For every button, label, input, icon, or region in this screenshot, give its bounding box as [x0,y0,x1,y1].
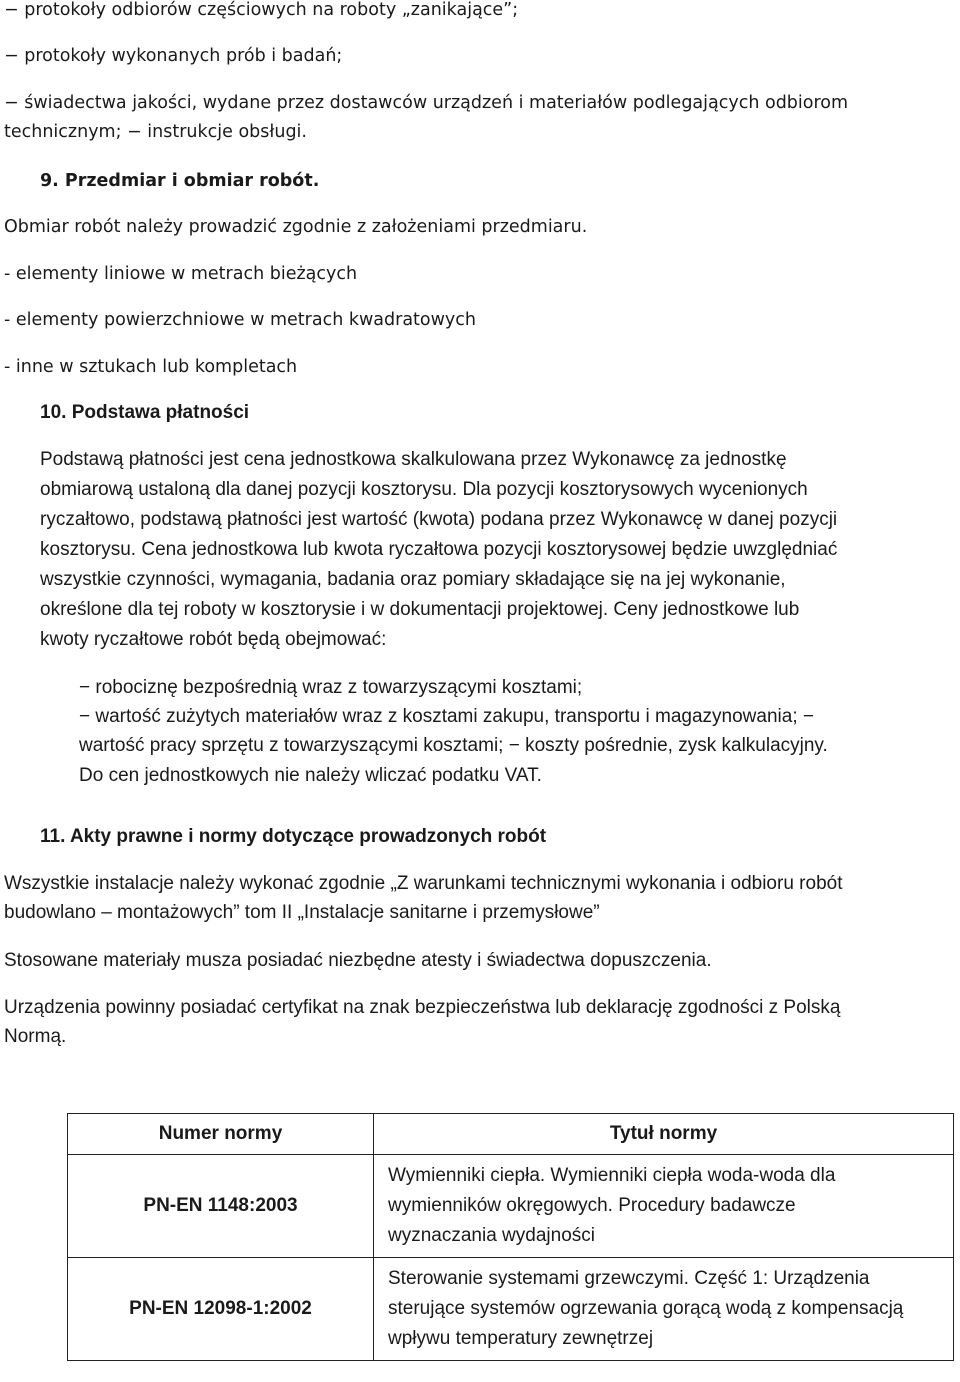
certificate-paragraph-line: Normą. [4,1026,67,1047]
payment-paragraph-line: Podstawą płatności jest cena jednostkowa skalkulowana przez Wykonawcę za jednostkę [40,449,787,470]
norm-title-line: wymienników okręgowych. Procedury badawcze [388,1195,796,1216]
payment-paragraph-line: określone dla tej roboty w kosztorysie i w dokumentacji projektowej. Ceny jednostkowe lub [40,599,800,620]
norm-title-line: sterujące systemów ogrzewania gorącą wodą z kompensacją [388,1298,904,1319]
regulations-paragraph-line: Wszystkie instalacje należy wykonać zgodnie „Z warunkami technicznymi wykonania i odbioru robót [4,873,843,894]
norm-title-line: wpływu temperatury zewnętrzej [388,1328,654,1349]
payment-paragraph-line: kosztorysu. Cena jednostkowa lub kwota ryczałtowa pozycji kosztorysowej będzie uwzględniać [40,539,838,560]
table-row [68,1155,954,1258]
payment-paragraph-line: obmiarową ustaloną dla danej pozycji kosztorysu. Dla pozycji kosztorysowych wycenionych [40,479,808,500]
section-9-heading: 9. Przedmiar i obmiar robót. [40,171,320,191]
certificate-paragraph-line: Urządzenia powinny posiadać certyfikat na znak bezpieczeństwa lub deklarację zgodności z Polską [4,997,841,1018]
measure-item: - elementy liniowe w metrach bieżących [4,264,358,284]
regulations-paragraph-line: budowlano – montażowych” tom II „Instalacje sanitarne i przemysłowe” [4,902,600,923]
norm-title [374,1155,954,1258]
payment-paragraph-line: ryczałtowo, podstawą płatności jest wartość (kwota) podana przez Wykonawcę w danej pozycji [40,509,838,530]
section-9-intro: Obmiar robót należy prowadzić zgodnie z założeniami przedmiaru. [4,217,588,237]
measure-item: - elementy powierzchniowe w metrach kwadratowych [4,310,477,330]
list-item: − protokoły wykonanych prób i badań; [4,46,343,66]
table-header-row [68,1114,954,1155]
cost-component-item: − wartość zużytych materiałów wraz z kosztami zakupu, transportu i magazynowania; − [79,706,814,727]
payment-paragraph-line: wszystkie czynności, wymagania, badania oraz pomiary składające się na jej wykonanie, [40,569,786,590]
table-row [68,1258,954,1361]
norm-title-line: wyznaczania wydajności [388,1225,595,1246]
norms-table [67,1113,954,1361]
list-item: − świadectwa jakości, wydane przez dostawców urządzeń i materiałów podlegających odbiorom [4,93,849,113]
column-header-number: Numer normy [68,1114,374,1155]
column-header-title: Tytuł normy [374,1114,954,1155]
section-10-heading: 10. Podstawa płatności [40,402,250,423]
norm-title [374,1258,954,1361]
vat-note: Do cen jednostkowych nie należy wliczać podatku VAT. [79,765,542,786]
norm-number: PN-EN 1148:2003 [68,1155,374,1258]
list-item: − protokoły odbiorów częściowych na roboty „zanikające”; [4,0,519,20]
measure-item: - inne w sztukach lub kompletach [4,357,298,377]
materials-paragraph: Stosowane materiały musza posiadać niezbędne atesty i świadectwa dopuszczenia. [4,950,712,971]
norm-title-line: Wymienniki ciepła. Wymienniki ciepła woda-woda dla [388,1165,836,1186]
cost-component-item: − robociznę bezpośrednią wraz z towarzyszącymi kosztami; [79,677,583,698]
payment-paragraph-line: kwoty ryczałtowe robót będą obejmować: [40,629,387,650]
norm-number: PN-EN 12098-1:2002 [68,1258,374,1361]
section-11-heading: 11. Akty prawne i normy dotyczące prowadzonych robót [40,826,547,847]
cost-component-item: wartość pracy sprzętu z towarzyszącymi kosztami; − koszty pośrednie, zysk kalkulacyjny. [79,735,828,756]
norm-title-line: Sterowanie systemami grzewczymi. Część 1: Urządzenia [388,1268,870,1289]
list-item-continuation: technicznym; − instrukcje obsługi. [4,122,307,142]
